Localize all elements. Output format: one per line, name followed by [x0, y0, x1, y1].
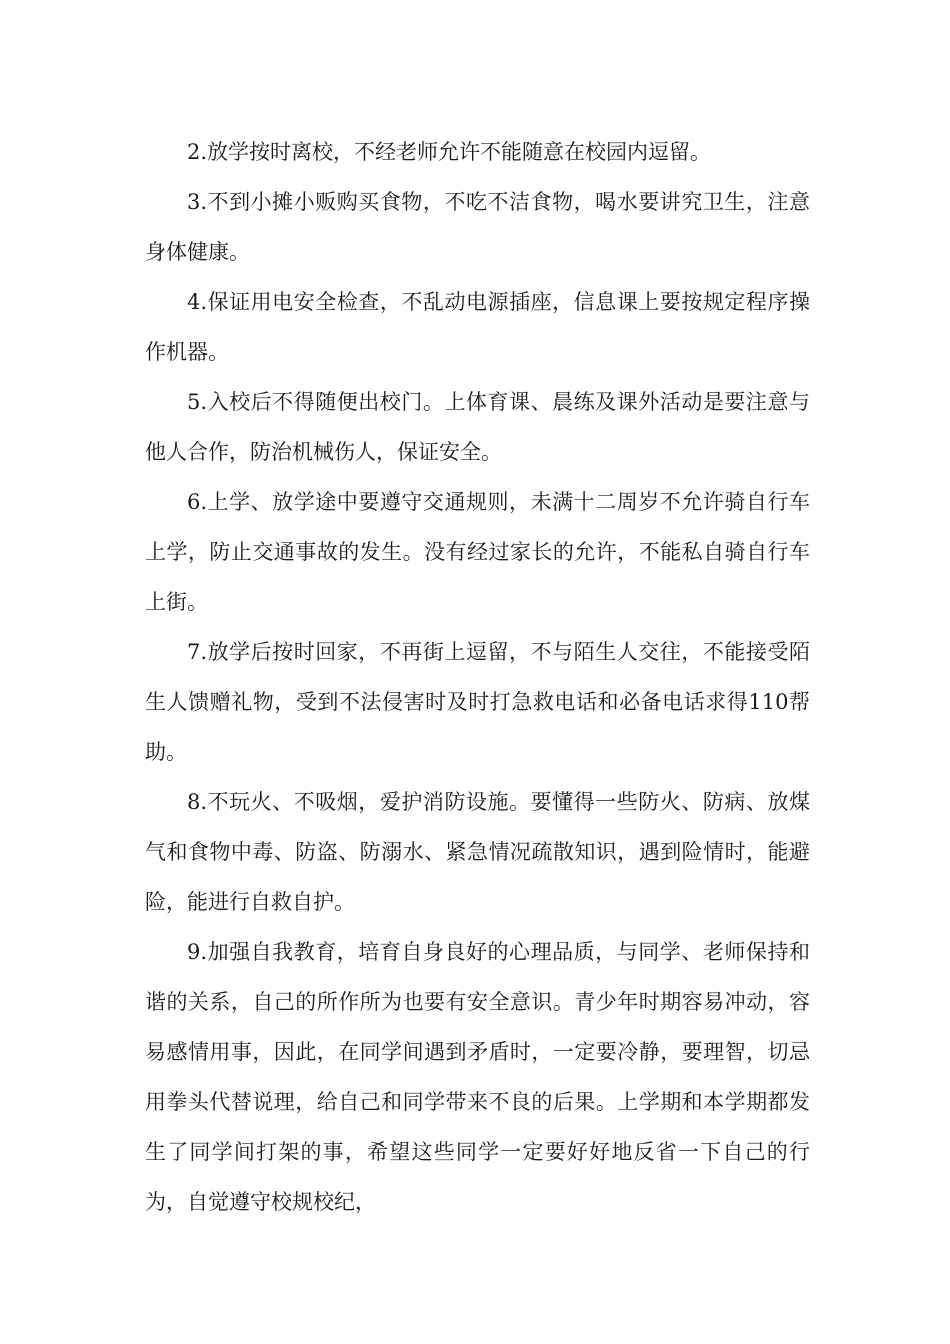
- paragraph-rule-6: 6.上学、放学途中要遵守交通规则，未满十二周岁不允许骑自行车上学，防止交通事故的发生。没有经过家长的允许，不能私自骑自行车上街。: [145, 490, 810, 614]
- document-body: [145, 127, 810, 1227]
- paragraph-rule-4: 4.保证用电安全检查，不乱动电源插座，信息课上要按规定程序操作机器。: [145, 290, 810, 364]
- paragraph-rule-7: 7.放学后按时回家，不再街上逗留，不与陌生人交往，不能接受陌生人馈赠礼物，受到不法侵害时及时打急救电话和必备电话求得110帮助。: [145, 640, 810, 764]
- paragraph-rule-8: 8.不玩火、不吸烟，爱护消防设施。要懂得一些防火、防病、放煤气和食物中毒、防盗、防溺水、紧急情况疏散知识，遇到险情时，能避险，能进行自救自护。: [145, 790, 810, 914]
- paragraph-rule-2: 2.放学按时离校，不经老师允许不能随意在校园内逗留。: [187, 140, 712, 164]
- paragraph-rule-3: 3.不到小摊小贩购买食物，不吃不洁食物，喝水要讲究卫生，注意身体健康。: [145, 190, 810, 264]
- paragraph-rule-5: 5.入校后不得随便出校门。上体育课、晨练及课外活动是要注意与他人合作，防治机械伤人，保证安全。: [145, 390, 810, 464]
- paragraph-rule-9: 9.加强自我教育，培育自身良好的心理品质，与同学、老师保持和谐的关系，自己的所作所为也要有安全意识。青少年时期容易冲动，容易感情用事，因此，在同学间遇到矛盾时，一定要冷静，要理智，切忌用拳头代替说理，给自己和同学带来不良的后果。上学期和本学期都发生了同学间打架的事，希望这些同学一定要好好地反省一下自己的行为，自觉遵守校规校纪，: [145, 940, 810, 1214]
